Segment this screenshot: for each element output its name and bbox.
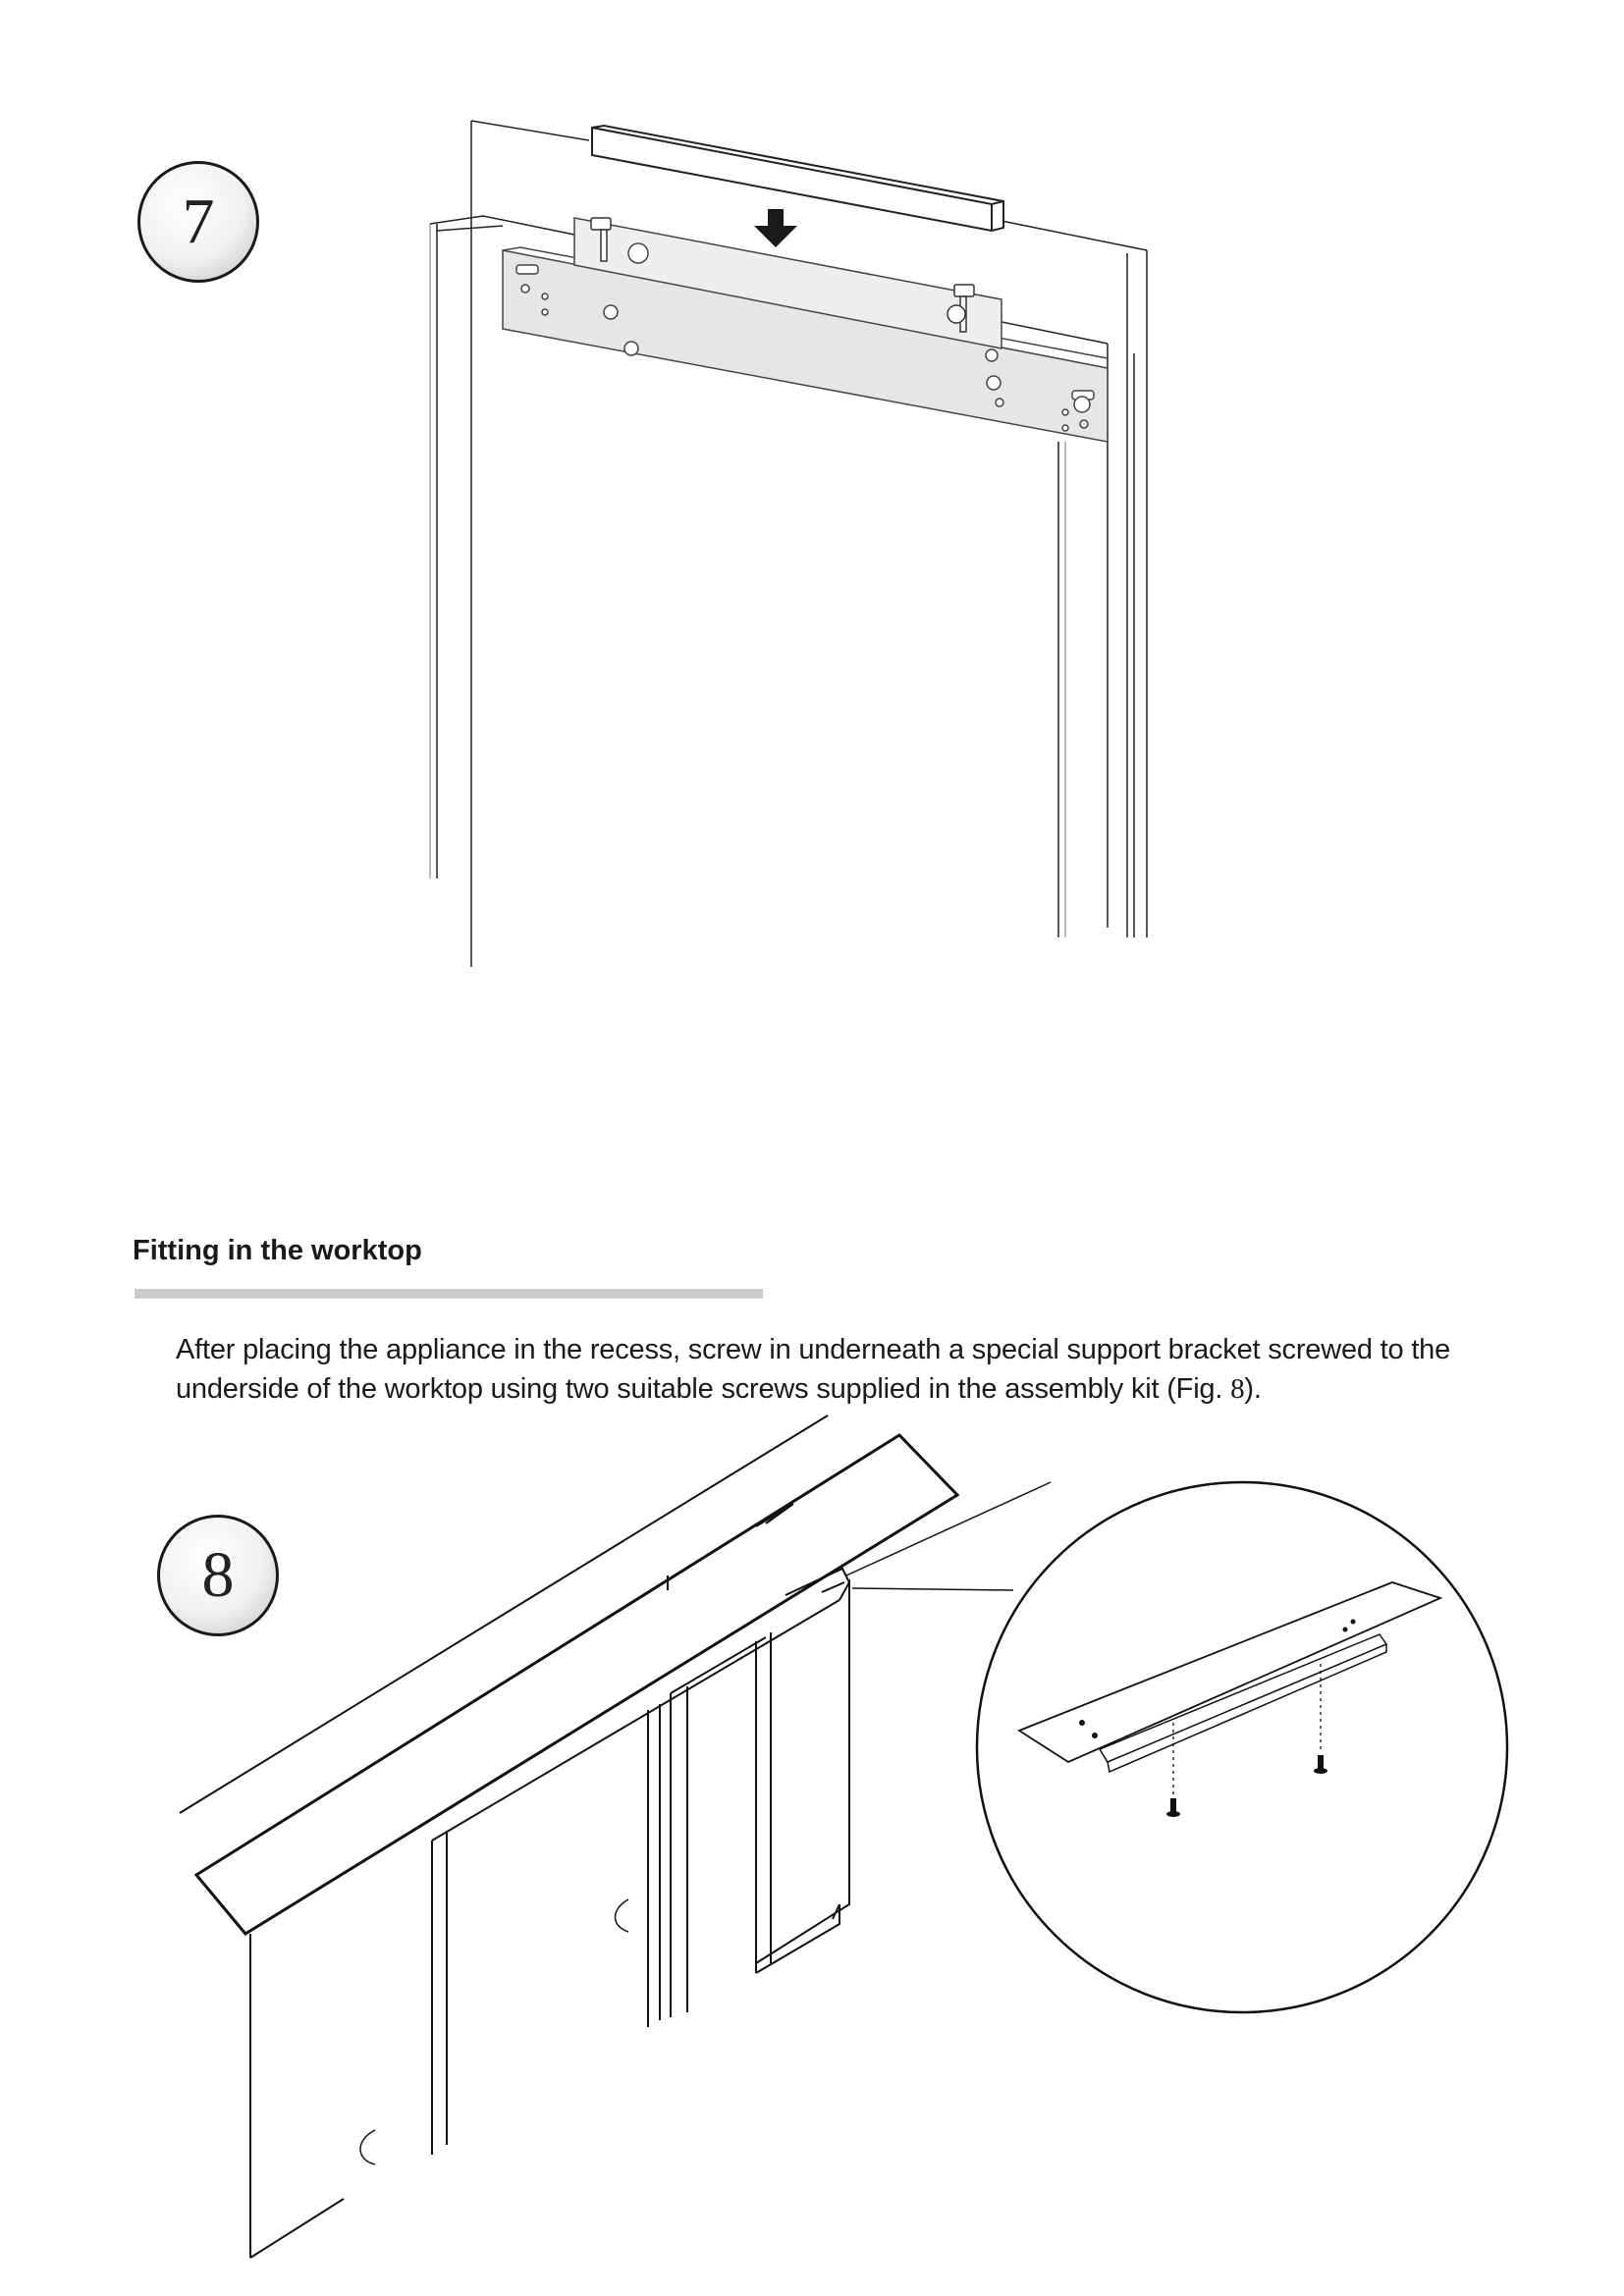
instruction-part-1: After placing the appliance in the recess, screw in underneath a special support bracket screwed to the underside of the worktop using [176,1334,1451,1405]
instruction-figure-number: 8 [1230,1373,1245,1405]
step-8-badge [157,1515,279,1636]
instruction-part-2: suitable screws supplied in the assembly kit (Fig. [617,1373,1223,1405]
section-title: Fitting in the worktop [133,1235,422,1266]
instruction-screw-count: two [565,1373,610,1405]
screw-icon [1166,1755,1327,1817]
instruction-part-3: ). [1244,1373,1262,1405]
step-8-number: 8 [201,1539,235,1611]
step-7-number: 7 [182,186,215,257]
